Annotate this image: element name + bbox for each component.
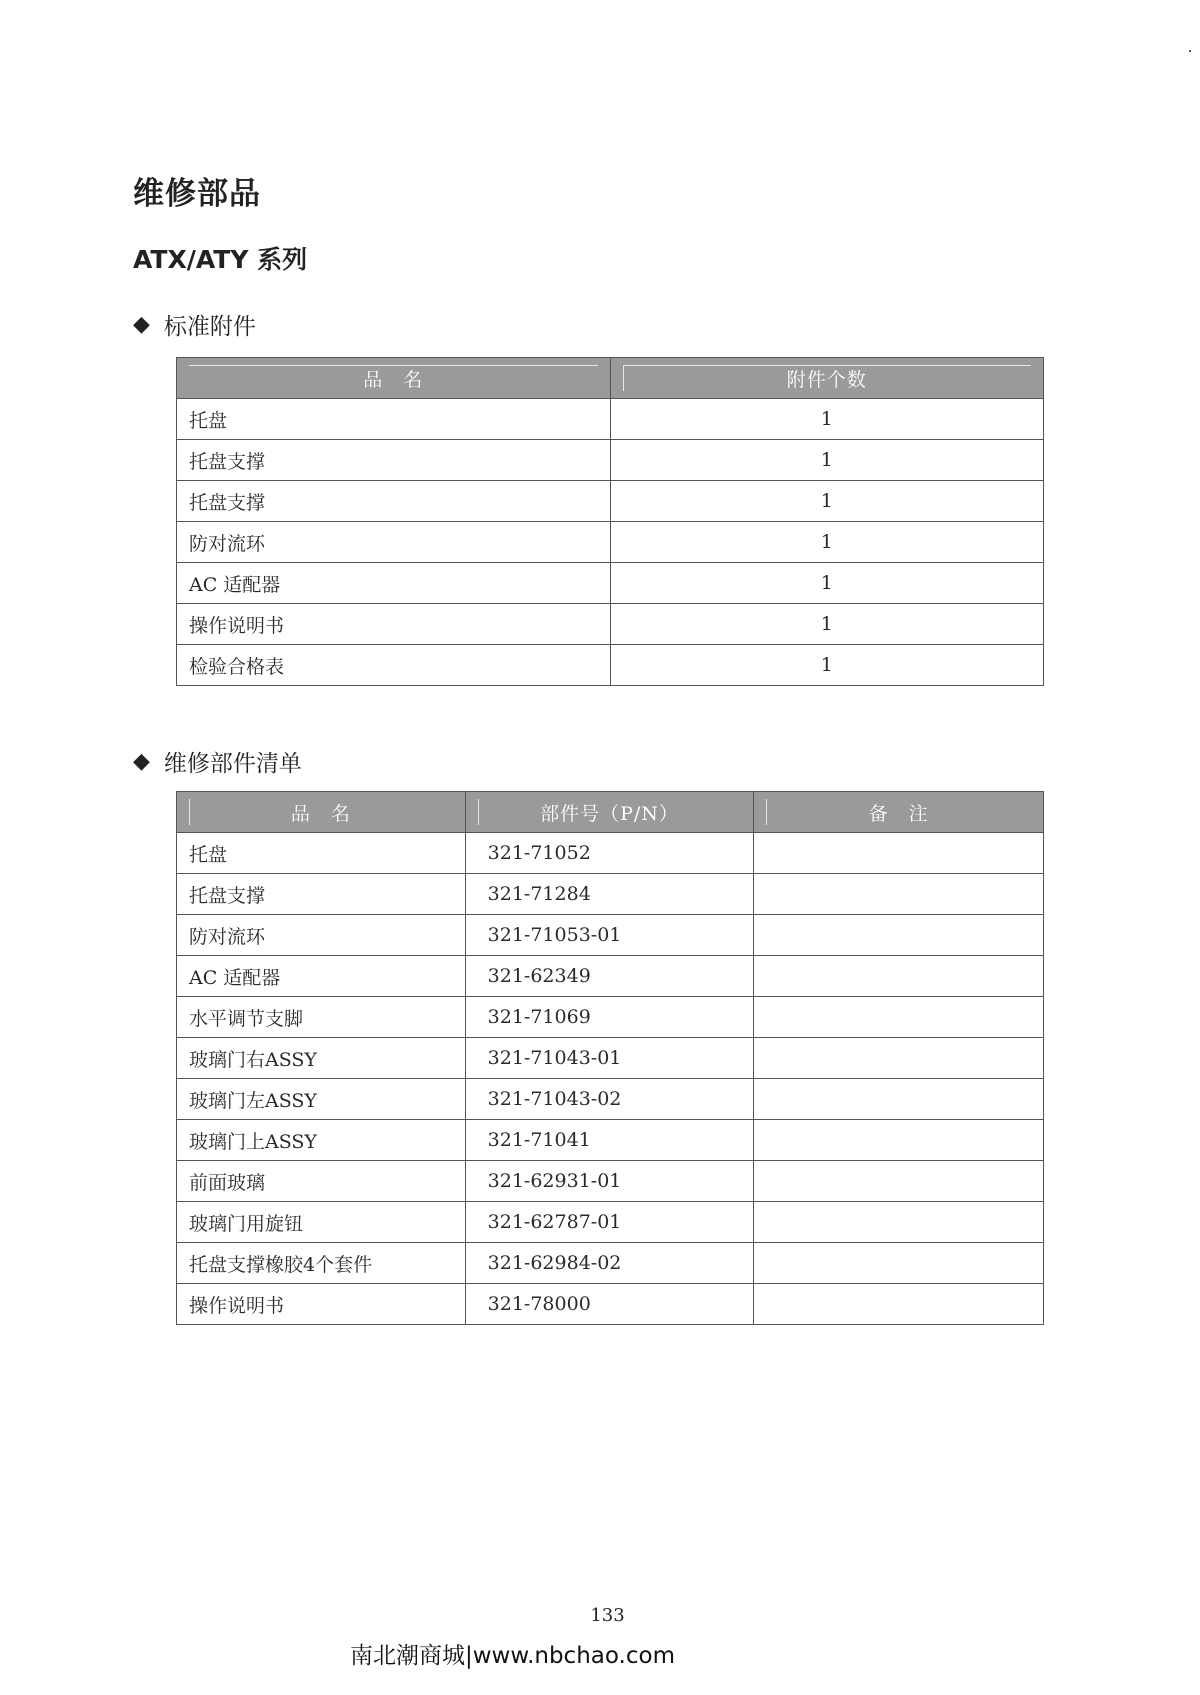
table-row — [177, 997, 1044, 1038]
part-note-cell — [754, 833, 1044, 874]
part-number-cell: 321-71053-01 — [465, 915, 754, 956]
table-row — [177, 956, 1044, 997]
section-heading-text: 维修部件清单 — [163, 751, 302, 777]
table-row — [177, 604, 1044, 645]
footer-website: 南北潮商城|www.nbchao.com — [350, 1643, 675, 1669]
part-name-cell: 防对流环 — [177, 915, 466, 956]
column-header-part-number: 部件号（P/N） — [465, 792, 754, 833]
item-count-cell: 1 — [610, 522, 1044, 563]
part-name-cell: 玻璃门上ASSY — [177, 1120, 466, 1161]
page-title: 维修部品 — [133, 176, 261, 212]
part-note-cell — [754, 1079, 1044, 1120]
part-note-cell — [754, 956, 1044, 997]
part-number-cell: 321-71043-01 — [465, 1038, 754, 1079]
part-note-cell — [754, 997, 1044, 1038]
part-number-cell: 321-78000 — [465, 1284, 754, 1325]
part-name-cell: AC 适配器 — [177, 956, 466, 997]
item-count-cell: 1 — [610, 481, 1044, 522]
part-name-cell: 水平调节支脚 — [177, 997, 466, 1038]
section-service-parts-heading — [133, 745, 302, 778]
part-number-cell: 321-71043-02 — [465, 1079, 754, 1120]
standard-accessories-table — [176, 357, 1044, 686]
part-note-cell — [754, 874, 1044, 915]
item-name-cell: 托盘支撑 — [177, 440, 611, 481]
item-count-cell: 1 — [610, 604, 1044, 645]
page-number: 133 — [590, 1605, 625, 1626]
table-row — [177, 1079, 1044, 1120]
item-name-cell: 操作说明书 — [177, 604, 611, 645]
part-number-cell: 321-62787-01 — [465, 1202, 754, 1243]
part-number-cell: 321-71052 — [465, 833, 754, 874]
item-count-cell: 1 — [610, 440, 1044, 481]
column-header-count: 附件个数 — [610, 358, 1044, 399]
part-name-cell: 操作说明书 — [177, 1284, 466, 1325]
table-row — [177, 874, 1044, 915]
part-name-cell: 玻璃门右ASSY — [177, 1038, 466, 1079]
item-name-cell: 检验合格表 — [177, 645, 611, 686]
table-row — [177, 399, 1044, 440]
part-name-cell: 玻璃门用旋钮 — [177, 1202, 466, 1243]
part-name-cell: 玻璃门左ASSY — [177, 1079, 466, 1120]
item-name-cell: 托盘 — [177, 399, 611, 440]
part-note-cell — [754, 1038, 1044, 1079]
column-header-name: 品 名 — [177, 358, 611, 399]
part-note-cell — [754, 1120, 1044, 1161]
item-name-cell: AC 适配器 — [177, 563, 611, 604]
item-count-cell: 1 — [610, 563, 1044, 604]
table-row — [177, 915, 1044, 956]
part-number-cell: 321-62984-02 — [465, 1243, 754, 1284]
table-row — [177, 1120, 1044, 1161]
service-parts-table — [176, 791, 1044, 1325]
column-header-name: 品 名 — [177, 792, 466, 833]
part-note-cell — [754, 1202, 1044, 1243]
part-name-cell: 托盘支撑橡胶4个套件 — [177, 1243, 466, 1284]
section-heading-text: 标准附件 — [163, 314, 256, 340]
corner-dot — [1189, 50, 1191, 52]
part-number-cell: 321-71284 — [465, 874, 754, 915]
table-row — [177, 1243, 1044, 1284]
part-name-cell: 托盘 — [177, 833, 466, 874]
part-number-cell: 321-62931-01 — [465, 1161, 754, 1202]
table-row — [177, 440, 1044, 481]
section-standard-accessories-heading — [133, 308, 256, 341]
diamond-bullet-icon: ◆ — [133, 749, 150, 774]
part-note-cell — [754, 1284, 1044, 1325]
item-name-cell: 托盘支撑 — [177, 481, 611, 522]
part-note-cell — [754, 1243, 1044, 1284]
part-number-cell: 321-71041 — [465, 1120, 754, 1161]
item-count-cell: 1 — [610, 645, 1044, 686]
item-name-cell: 防对流环 — [177, 522, 611, 563]
series-title: ATX/ATY 系列 — [133, 245, 308, 274]
table-header-row — [177, 792, 1044, 833]
table-header-row — [177, 358, 1044, 399]
item-count-cell: 1 — [610, 399, 1044, 440]
part-note-cell — [754, 915, 1044, 956]
diamond-bullet-icon: ◆ — [133, 312, 150, 337]
part-name-cell: 前面玻璃 — [177, 1161, 466, 1202]
table-row — [177, 833, 1044, 874]
table-row — [177, 1038, 1044, 1079]
table-row — [177, 481, 1044, 522]
table-row — [177, 645, 1044, 686]
part-note-cell — [754, 1161, 1044, 1202]
table-row — [177, 1202, 1044, 1243]
table-row — [177, 1161, 1044, 1202]
table-row — [177, 1284, 1044, 1325]
part-name-cell: 托盘支撑 — [177, 874, 466, 915]
column-header-note: 备 注 — [754, 792, 1044, 833]
table-row — [177, 522, 1044, 563]
part-number-cell: 321-71069 — [465, 997, 754, 1038]
part-number-cell: 321-62349 — [465, 956, 754, 997]
table-row — [177, 563, 1044, 604]
